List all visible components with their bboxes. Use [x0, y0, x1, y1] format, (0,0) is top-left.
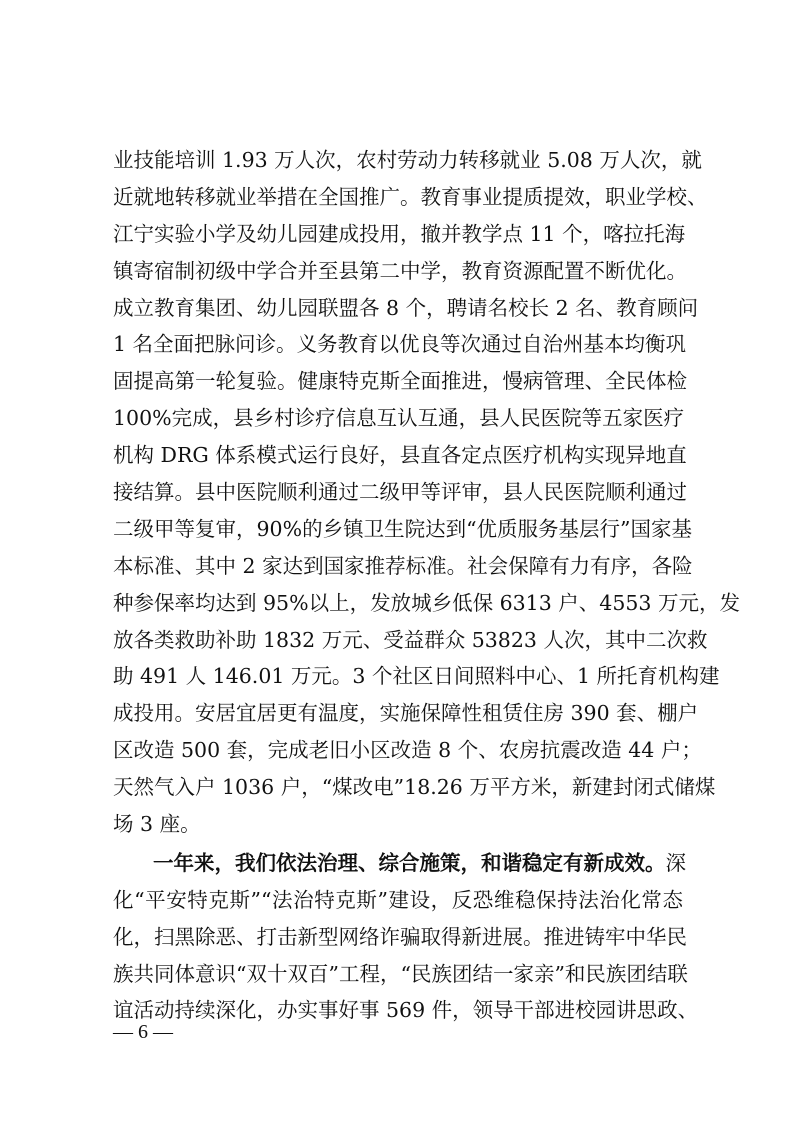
text-line: 放各类救助补助 1832 万元、受益群众 53823 人次，其中二次救: [113, 627, 708, 652]
text-line: 1 名全面把脉问诊。义务教育以优良等次通过自治州基本均衡巩: [113, 332, 687, 357]
text-line: 本标准、其中 2 家达到国家推荐标准。社会保障有力有序，各险: [113, 553, 693, 578]
text-line: 江宁实验小学及幼儿园建成投用，撤并教学点 11 个，喀拉托海: [113, 221, 686, 246]
text-line: 机构 DRG 体系模式运行良好，县直各定点医疗机构实现异地直: [113, 443, 687, 468]
text-line: 种参保率均达到 95%以上，发放城乡低保 6313 户、4553 万元，发: [113, 590, 740, 615]
text-line: 固提高第一轮复验。健康特克斯全面推进，慢病管理、全民体检: [113, 369, 687, 394]
text-line: [113, 845, 686, 882]
text-line: 助 491 人 146.01 万元。3 个社区日间照料中心、1 所托育机构建: [113, 664, 720, 689]
text-line: 近就地转移就业举措在全国推广。教育事业提质提效，职业学校、: [113, 184, 708, 209]
text-line: 成立教育集团、幼儿园联盟各 8 个，聘请名校长 2 名、教育顾问: [113, 295, 699, 320]
text-line: 成投用。安居宜居更有温度，实施保障性租赁住房 390 套、棚户: [113, 701, 699, 726]
text-line: 化“平安特克斯”“法治特克斯”建设，反恐维稳保持法治化常态: [113, 887, 683, 912]
text-line: 区改造 500 套，完成老旧小区改造 8 个、农房抗震改造 44 户；: [113, 738, 702, 763]
text-fragment: 深: [665, 850, 686, 875]
text-line: 100%完成，县乡村诊疗信息互认互通，县人民医院等五家医疗: [113, 406, 685, 431]
text-line: 接结算。县中医院顺利通过二级甲等评审，县人民医院顺利通过: [113, 480, 687, 505]
text-line: 业技能培训 1.93 万人次，农村劳动力转移就业 5.08 万人次，就: [113, 148, 702, 172]
text-line: 镇寄宿制初级中学合并至县第二中学，教育资源配置不断优化。: [113, 258, 687, 283]
paragraph-lead-heading: 一年来，我们依法治理、综合施策，和谐稳定有新成效。: [153, 850, 666, 875]
text-line: 化，扫黑除恶、打击新型网络诈骗取得新进展。推进铸牢中华民: [113, 924, 687, 949]
text-line: 二级甲等复审，90%的乡镇卫生院达到“优质服务基层行”国家基: [113, 516, 693, 541]
paragraph-1: [113, 142, 740, 843]
text-line: 族共同体意识“双十双百”工程，“民族团结一家亲”和民族团结联: [113, 961, 688, 986]
text-line: 天然气入户 1036 户，“煤改电”18.26 万平方米，新建封闭式储煤: [113, 775, 716, 800]
body-text: [113, 142, 740, 1029]
text-line: 谊活动持续深化，办实事好事 569 件，领导干部进校园讲思政、: [113, 998, 699, 1023]
paragraph-2: [113, 845, 699, 1029]
page-number: — 6 —: [113, 1021, 173, 1043]
text-line: 场 3 座。: [113, 812, 201, 837]
